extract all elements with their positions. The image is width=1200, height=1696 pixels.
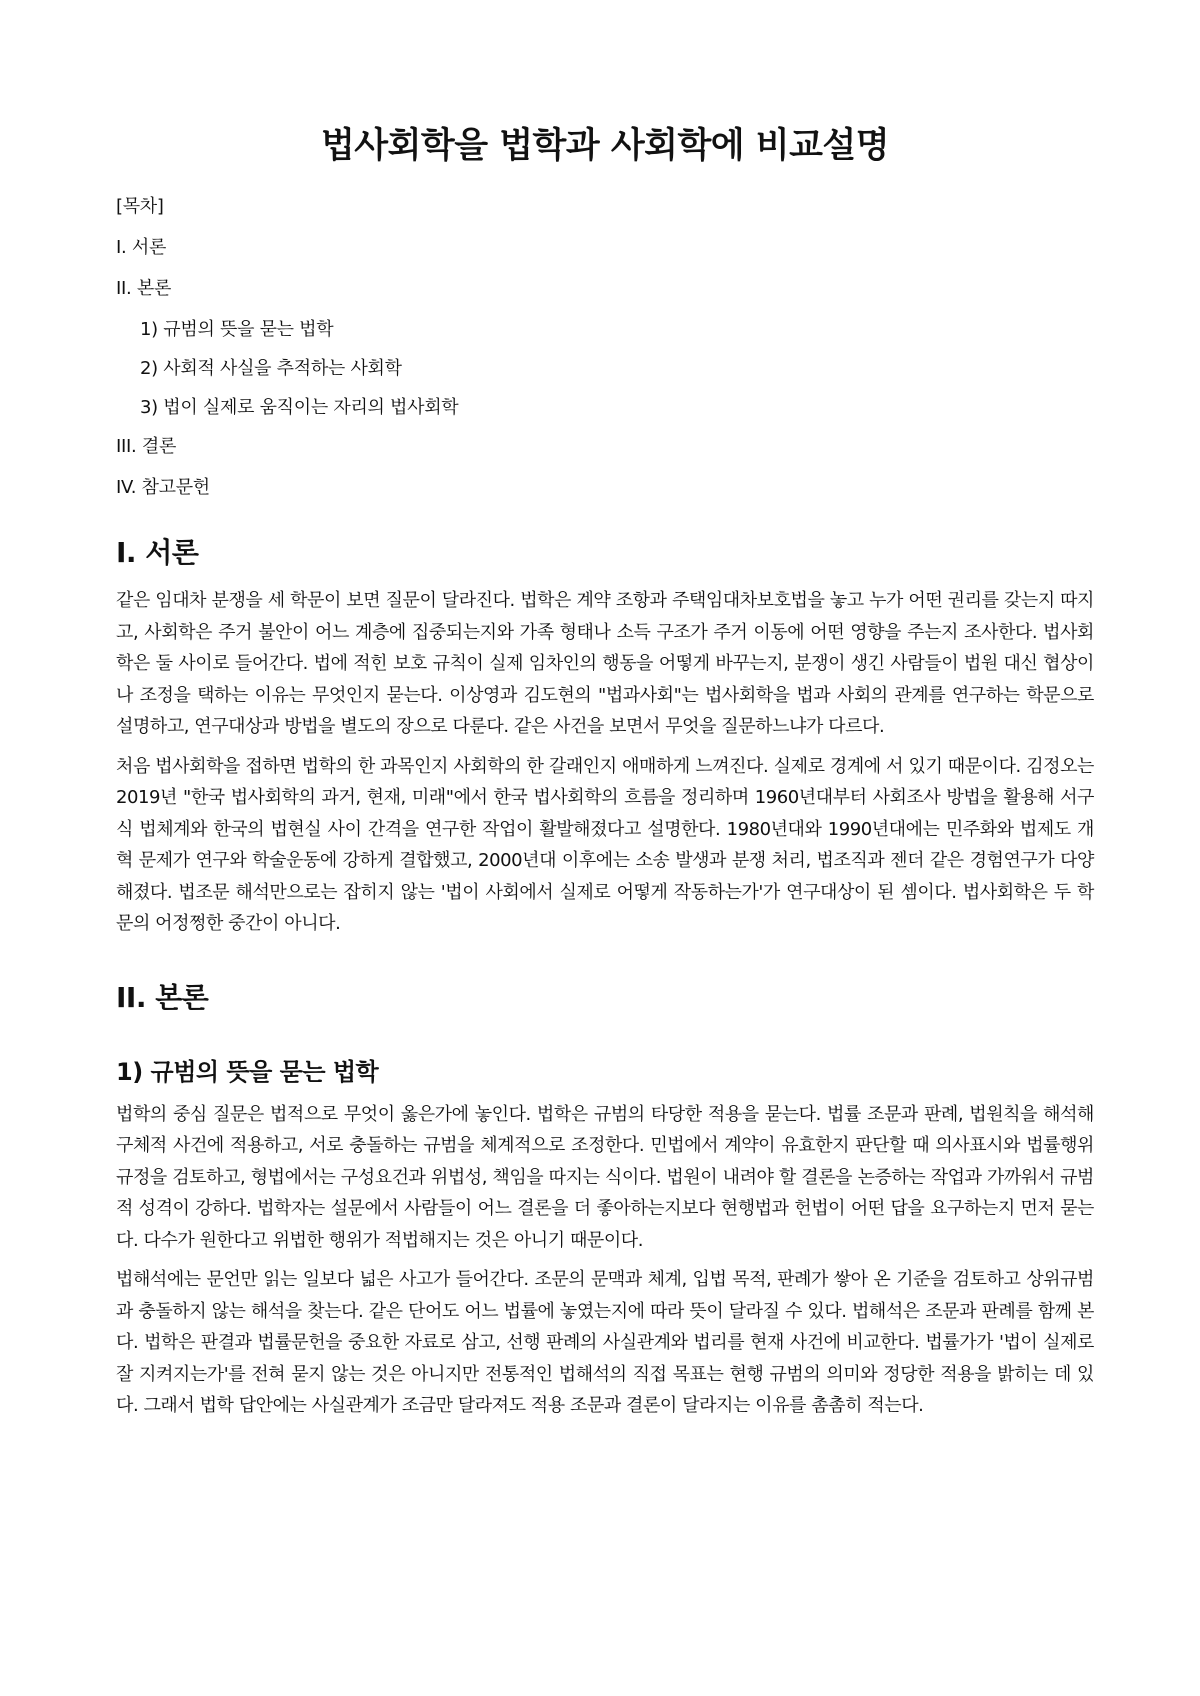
paragraph: 법학의 중심 질문은 법적으로 무엇이 옳은가에 놓인다. 법학은 규범의 타당한 적용을 묻는다. 법률 조문과 판례, 법원칙을 해석해 구체적 사건에 적용하고, 서로 충돌하는 규범을 체계적으로 조정한다. 민법에서 계약이 유효한지 판단할 때 의사표시와 법률행위 규정을 검토하고, 형법에서는 구성요건과 위법성, 책임을 따지는 식이다. 법원이 내려야 할 결론을 논증하는 작업과 가까워서 규범적 성격이 강하다. 법학자는 설문에서 사람들이 어느 결론을 더 좋아하는지보다 현행법과 헌법이 어떤 답을 요구하는지 먼저 묻는다. 다수가 원한다고 위법한 행위가 적법해지는 것은 아니기 때문이다. (116, 1103, 1094, 1251)
section-heading-main-body: II. 본론 (116, 980, 209, 1014)
paragraph: 법해석에는 문언만 읽는 일보다 넓은 사고가 들어간다. 조문의 문맥과 체계, 입법 목적, 판례가 쌓아 온 기준을 검토하고 상위규범과 충돌하지 않는 해석을 찾는다. 같은 단어도 어느 법률에 놓였는지에 따라 뜻이 달라질 수 있다. 법해석은 조문과 판례를 함께 본다. 법학은 판결과 법률문헌을 중요한 자료로 삼고, 선행 판례의 사실관계와 법리를 현재 사건에 비교한다. 법률가가 '법이 실제로 잘 지켜지는가'를 전혀 묻지 않는 것은 아니지만 전통적인 법해석의 직접 목표는 현행 규범의 의미와 정당한 적용을 밝히는 데 있다. 그래서 법학 답안에는 사실관계가 조금만 달라져도 적용 조문과 결론이 달라지는 이유를 촘촘히 적는다. (116, 1269, 1094, 1416)
toc-item-law: 1) 규범의 뜻을 묻는 법학 (140, 319, 334, 340)
section-heading-introduction: I. 서론 (116, 536, 199, 569)
subsection-heading-law: 1) 규범의 뜻을 묻는 법학 (116, 1057, 379, 1086)
toc-item-references: IV. 참고문헌 (116, 477, 210, 498)
paragraph: 같은 임대차 분쟁을 세 학문이 보면 질문이 달라진다. 법학은 계약 조항과 주택임대차보호법을 놓고 누가 어떤 권리를 갖는지 따지고, 사회학은 주거 불안이 어느 계층에 집중되는지와 가족 형태나 소득 구조가 주거 이동에 어떤 영향을 주는지 조사한다. 법사회학은 둘 사이로 들어간다. 법에 적힌 보호 규칙이 실제 임차인의 행동을 어떻게 바꾸는지, 분쟁이 생긴 사람들이 법원 대신 협상이나 조정을 택하는 이유는 무엇인지 묻는다. 이상영과 김도현의 "법과사회"는 법사회학을 법과 사회의 관계를 연구하는 학문으로 설명하고, 연구대상과 방법을 별도의 장으로 다룬다. 같은 사건을 보면서 무엇을 질문하느냐가 다르다. (116, 590, 1094, 737)
document-title: 법사회학을 법학과 사회학에 비교설명 (320, 126, 890, 166)
toc-item-sociology: 2) 사회적 사실을 추적하는 사회학 (140, 358, 402, 379)
toc-heading: [목차] (116, 196, 164, 217)
toc-item-main-body: II. 본론 (116, 278, 172, 299)
paragraph: 처음 법사회학을 접하면 법학의 한 과목인지 사회학의 한 갈래인지 애매하게 느껴진다. 실제로 경계에 서 있기 때문이다. 김정오는 2019년 "한국 법사회학의 과거, 현재, 미래"에서 한국 법사회학의 흐름을 정리하며 1960년대부터 사회조사 방법을 활용해 서구식 법체계와 한국의 법현실 사이 간격을 연구한 작업이 활발해졌다고 설명한다. 1980년대와 1990년대에는 민주화와 법제도 개혁 문제가 연구와 학술운동에 강하게 결합했고, 2000년대 이후에는 소송 발생과 분쟁 처리, 법조직과 젠더 같은 경험연구가 다양해졌다. 법조문 해석만으로는 잡히지 않는 '법이 사회에서 실제로 어떻게 작동하는가'가 연구대상이 된 셈이다. 법사회학은 두 학문의 어정쩡한 중간이 아니다. (116, 755, 1094, 934)
document-page (116, 110, 1094, 1430)
toc-item-conclusion: III. 결론 (116, 436, 177, 457)
toc-item-sociology-of-law: 3) 법이 실제로 움직이는 자리의 법사회학 (140, 397, 459, 418)
toc-item-introduction: I. 서론 (116, 237, 167, 258)
table-of-contents (116, 194, 1094, 501)
